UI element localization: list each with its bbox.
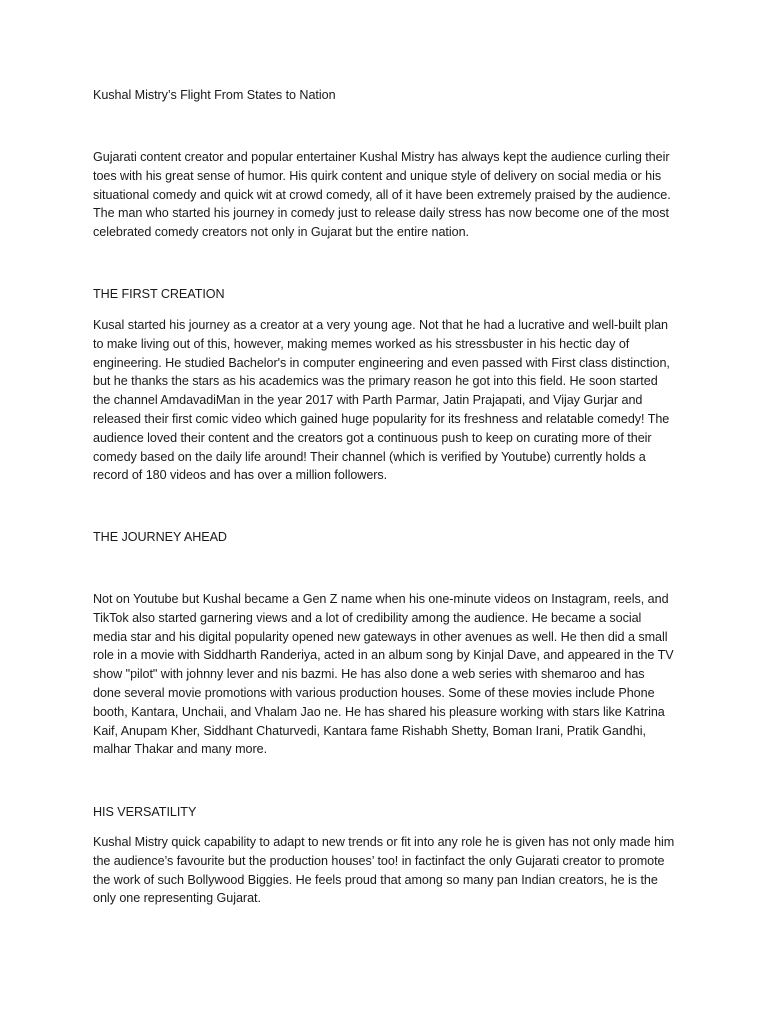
first-creation-paragraph: Kusal started his journey as a creator at a very young age. Not that he had a lucrative and well-built plan to make living out of this, however, making memes worked as his stressbuster in his hectic day of engineering. He studied Bachelor's in computer engineering and even passed with First class distinction, but he thanks the stars as his academics was the primary reason he got into this field. He soon started the channel AmdavadiMan in the year 2017 with Parth Parmar, Jatin Prajapati, and Vijay Gurjar and released their first comic video which gained huge popularity for its freshness and relatable comedy! The audience loved their content and the creators got a continuous push to keep on curating more of their comedy based on the daily life around! Their channel (which is verified by Youtube) currently holds a record of 180 videos and has over a million followers. (93, 318, 670, 483)
versatility-paragraph: Kushal Mistry quick capability to adapt to new trends or fit into any role he is given has not only made him the audience’s favourite but the production houses’ too! in factinfact the only Gujarati creator to promote the work of such Bollywood Biggies. He feels proud that among so many pan Indian creators, he is the only one representing Gujarat. (93, 835, 675, 906)
document-title: Kushal Mistry’s Flight From States to Nation (93, 88, 336, 102)
section-heading-journey-ahead: THE JOURNEY AHEAD (93, 530, 227, 544)
intro-paragraph: Gujarati content creator and popular entertainer Kushal Mistry has always kept the audience curling their toes with his great sense of humor. His quirk content and unique style of delivery on social media or his situational comedy and quick wit at crowd comedy, all of it have been extremely praised by the audience. The man who started his journey in comedy just to release daily stress has now become one of the most celebrated comedy creators not only in Gujarat but the entire nation. (93, 150, 671, 240)
section-heading-first-creation: THE FIRST CREATION (93, 287, 225, 301)
section-heading-versatility: HIS VERSATILITY (93, 805, 197, 819)
journey-ahead-paragraph: Not on Youtube but Kushal became a Gen Z name when his one-minute videos on Instagram, reels, and TikTok also started garnering views and a lot of credibility among the audience. He became a social media star and his digital popularity opened new gateways in other avenues as well. He then did a small role in a movie with Siddharth Randeriya, acted in an album song by Kinjal Dave, and appeared in the TV show "pilot" with johnny lever and nis bazmi. He has also done a web series with shemaroo and has done several movie promotions with various production houses. Some of these movies include Phone booth, Kantara, Unchaii, and Vhalam Jao ne. He has shared his pleasure working with stars like Katrina Kaif, Anupam Kher, Siddhant Chaturvedi, Kantara fame Rishabh Shetty, Boman Irani, Pratik Gandhi, malhar Thakar and many more. (93, 592, 674, 757)
